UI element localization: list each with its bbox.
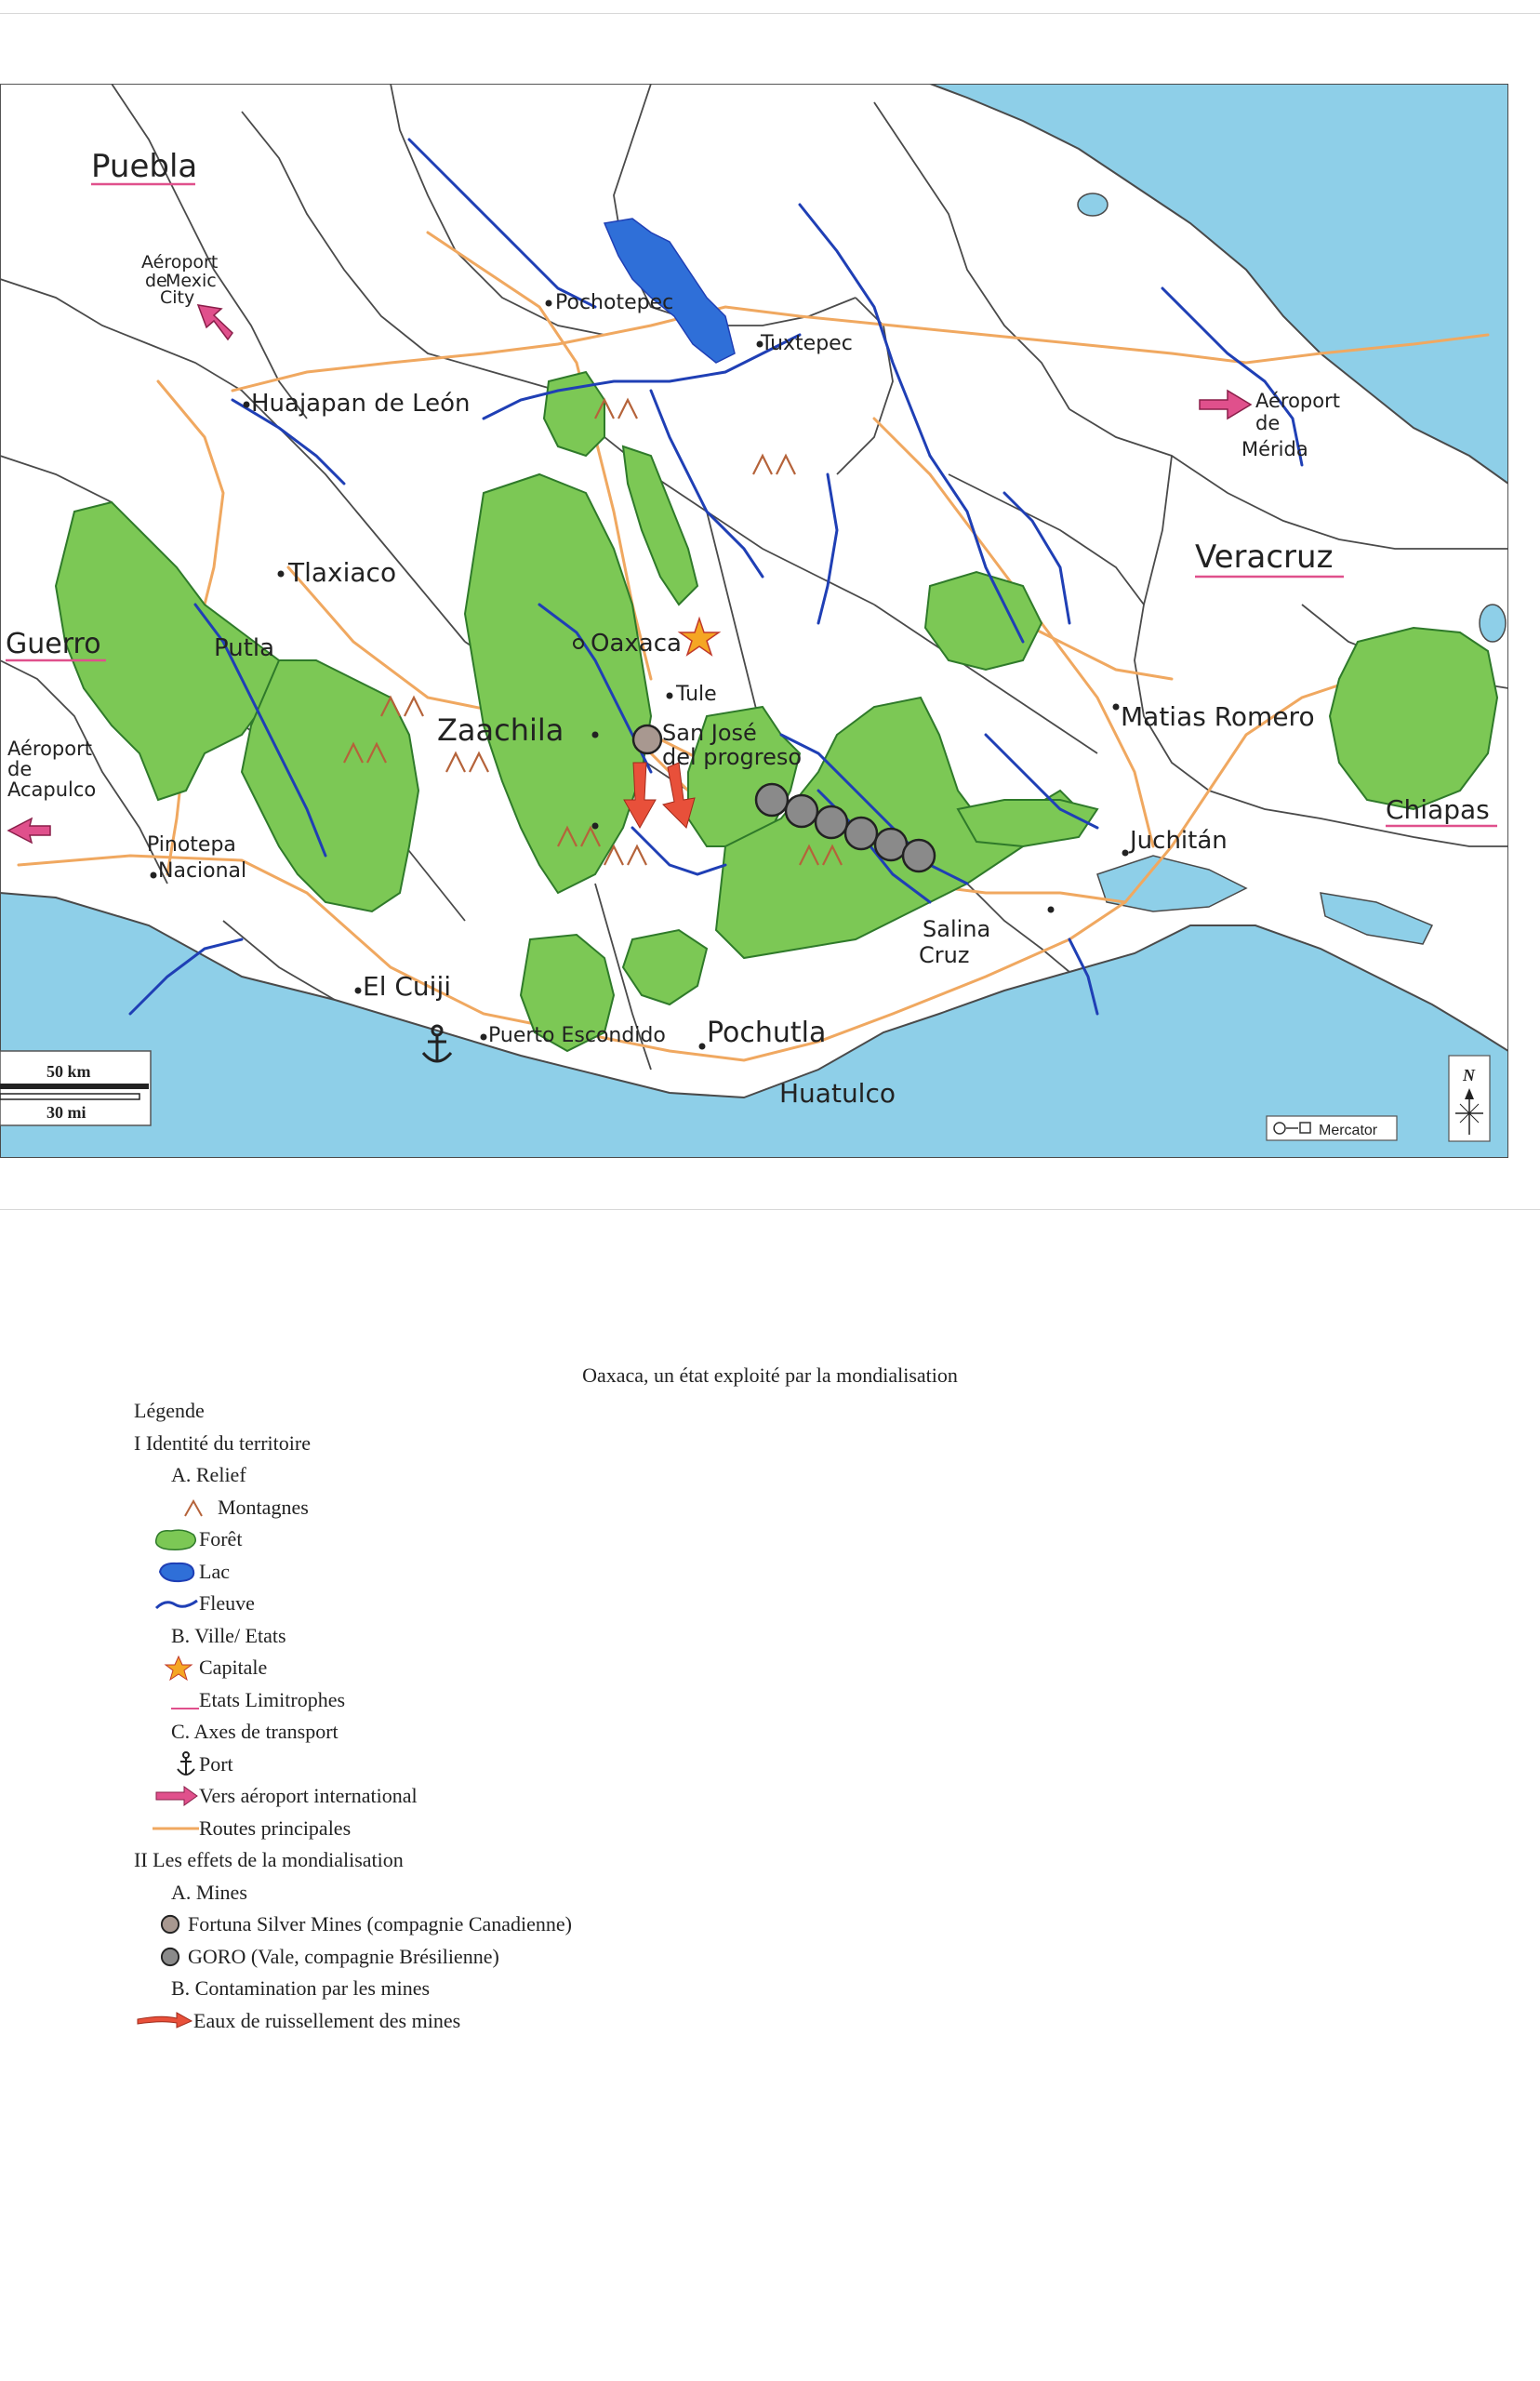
border-line-icon: [153, 1686, 199, 1714]
legend-label-aeroport: Vers aéroport international: [199, 1784, 418, 1808]
map-title: Oaxaca, un état exploité par la mondialisation: [582, 1363, 958, 1387]
legend-item-montagnes: [134, 1492, 572, 1524]
legend-label-routes: Routes principales: [199, 1816, 352, 1840]
mine-goro-2: [786, 795, 817, 827]
legend-item-aeroport: [134, 1780, 572, 1813]
runoff-arrow-icon: [134, 2007, 193, 2035]
city-el-cuiji: El Cuiji: [363, 971, 452, 1002]
city-pinotepa-2: Nacional: [158, 859, 247, 883]
legend-item-eaux: [134, 2005, 572, 2038]
scale-bar: [0, 1051, 151, 1125]
city-huatulco: Huatulco: [779, 1078, 896, 1109]
north-label: N: [1463, 1066, 1475, 1084]
lake-icon: [153, 1558, 199, 1586]
legend-part2: II Les effets de la mondialisation: [134, 1848, 404, 1872]
oaxaca-map: [0, 84, 1508, 1158]
airport-merida-1: Aéroport: [1255, 390, 1340, 412]
legend-label-goro: GORO (Vale, compagnie Brésilienne): [188, 1944, 499, 1968]
city-san-jose-1: San José: [662, 720, 757, 746]
legend-label-montagnes: Montagnes: [218, 1495, 309, 1519]
city-pinotepa-1: Pinotepa: [147, 833, 236, 857]
mine-goro-3: [816, 806, 847, 838]
city-san-jose-2: del progreso: [662, 744, 803, 770]
city-zaachila: Zaachila: [437, 712, 564, 748]
city-pochutla: Pochutla: [707, 1017, 827, 1049]
legend-mines: A. Mines: [171, 1880, 247, 1904]
city-salina-2: Cruz: [919, 942, 970, 968]
legend-ville: B. Ville/ Etats: [171, 1623, 286, 1647]
legend-label-port: Port: [199, 1751, 233, 1776]
city-juchitan: Juchitán: [1130, 827, 1228, 855]
airport-arrow-icon: [153, 1782, 199, 1810]
mine-goro-1: [756, 784, 788, 816]
airport-mexico-3: Mexic: [166, 271, 217, 291]
mine-goro-6: [903, 840, 935, 871]
legend-item-goro: [134, 1941, 572, 1974]
state-veracruz: Veracruz: [1195, 539, 1334, 576]
city-tule: Tule: [676, 683, 717, 706]
legend-item-routes: [134, 1813, 572, 1845]
legend-axes: C. Axes de transport: [171, 1720, 339, 1744]
scale-km-label: 50 km: [46, 1062, 91, 1081]
lake-small-north: [1078, 193, 1108, 216]
city-huajapan: Huajapan de León: [251, 390, 471, 418]
legend-part1: I Identité du territoire: [134, 1430, 311, 1455]
mine-fortuna-san-jose: [633, 725, 661, 753]
scan-top-line: [0, 13, 1540, 14]
city-putla: Putla: [214, 634, 275, 662]
state-guerro: Guerro: [6, 628, 101, 660]
legend-label-etats: Etats Limitrophes: [199, 1687, 346, 1711]
legend-item-etats: [134, 1684, 572, 1717]
mine-goro-4: [845, 818, 877, 849]
legend-label-eaux: Eaux de ruissellement des mines: [193, 2008, 461, 2032]
lake-small-east: [1480, 605, 1506, 642]
airport-mexico-2: de: [145, 271, 167, 291]
legend-item-fleuve: [134, 1588, 572, 1620]
city-puerto-escondido: Puerto Escondido: [488, 1024, 666, 1047]
road-line-icon: [153, 1815, 199, 1842]
forest-icon: [153, 1525, 199, 1553]
airport-acapulco-1: Aéroport: [7, 738, 92, 760]
city-tlaxiaco: Tlaxiaco: [288, 557, 397, 588]
airport-acapulco-2: de: [7, 758, 33, 780]
airport-mexico-4: City: [160, 287, 195, 308]
star-icon: [153, 1654, 199, 1682]
legend-item-foret: [134, 1523, 572, 1556]
legend-item-capitale: [134, 1652, 572, 1684]
mountain-icon: [171, 1494, 218, 1522]
scale-mi-label: 30 mi: [46, 1103, 86, 1122]
legend-label-fleuve: Fleuve: [199, 1591, 255, 1616]
airport-mexico-1: Aéroport: [141, 252, 219, 273]
airport-acapulco-3: Acapulco: [7, 778, 97, 801]
scan-fold-line: [0, 1209, 1540, 1210]
airport-merida-2: de: [1255, 412, 1281, 434]
city-salina-1: Salina: [923, 916, 991, 942]
city-tuxtepec: Tuxtepec: [761, 332, 853, 355]
airport-merida-3: Mérida: [1241, 438, 1308, 460]
legend-item-port: [134, 1749, 572, 1781]
state-puebla: Puebla: [91, 148, 198, 185]
legend-label-capitale: Capitale: [199, 1656, 268, 1680]
legend: [134, 1395, 572, 2037]
legend-label-foret: Forêt: [199, 1527, 243, 1551]
legend-label-fortuna: Fortuna Silver Mines (compagnie Canadienne): [188, 1912, 573, 1936]
projection-box: [1267, 1116, 1397, 1140]
projection-label: Mercator: [1319, 1123, 1378, 1138]
legend-item-lac: [134, 1556, 572, 1589]
state-chiapas: Chiapas: [1386, 794, 1490, 825]
city-matias-romero: Matias Romero: [1121, 701, 1315, 732]
anchor-icon: [153, 1750, 199, 1778]
legend-contamination: B. Contamination par les mines: [171, 1976, 431, 2001]
legend-label-lac: Lac: [199, 1559, 230, 1583]
legend-heading: Légende: [134, 1399, 205, 1423]
river-icon: [153, 1590, 199, 1617]
city-pochotepec: Pochotepec: [555, 291, 674, 314]
city-oaxaca: Oaxaca: [591, 630, 682, 658]
legend-item-fortuna: [134, 1909, 572, 1941]
north-arrow: [1449, 1056, 1490, 1141]
fortuna-mine-icon: [153, 1910, 188, 1938]
legend-relief: A. Relief: [171, 1463, 246, 1487]
goro-mine-icon: [153, 1943, 188, 1971]
